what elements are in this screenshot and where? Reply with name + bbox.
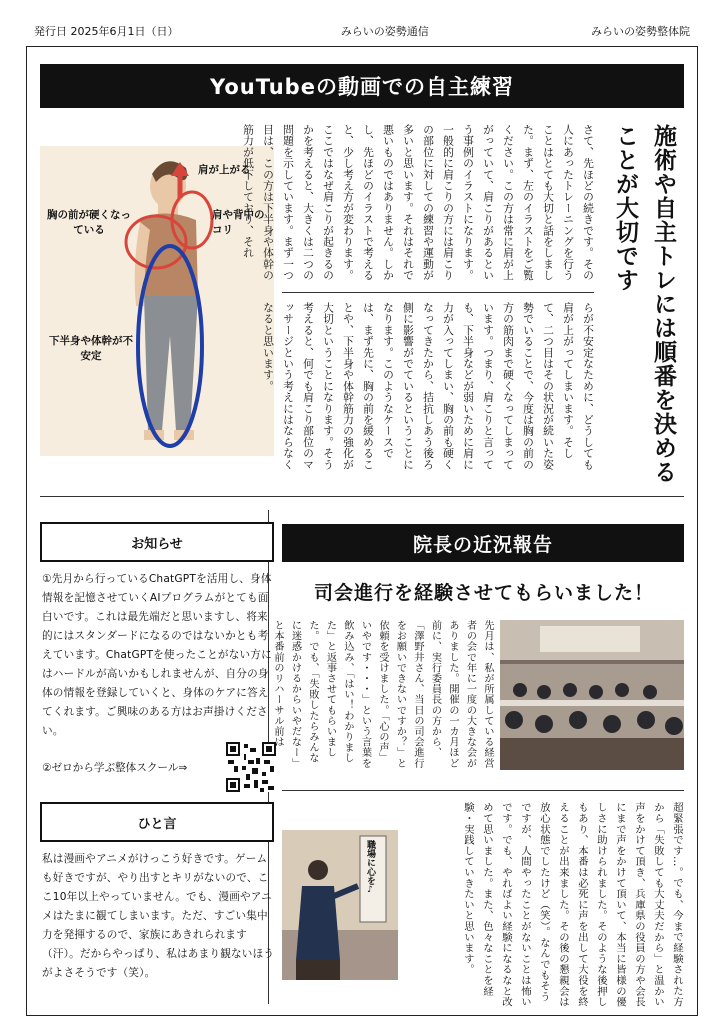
speaker-photo xyxy=(282,830,398,980)
qr-code-icon[interactable] xyxy=(226,742,276,792)
director-article-title: 司会進行を経験させてもらいました！ xyxy=(313,582,654,604)
photo-sign-text: 職場に心を♪ xyxy=(365,840,375,895)
section-banner-director: 院長の近況報告 xyxy=(282,524,684,562)
hitokoto-heading: ひと言 xyxy=(40,802,274,842)
article-paragraph-1: さて、先ほどの続きです。その人にあったトレーニングを行うことはとても大切と話をしました。まず、左のイラストをご覧ください。この方は常に肩が上がっていて、肩こりがあるという事例のイラストになります。一般的に肩こりの方には肩こりの部位に対しての練習や運動が多いと思います。それはそれで悪いものではありません。しかし、先ほどのイラストで考えると、少し考え方が変わります。ここではなぜ肩こりが起きるのかを考えると、大きくは二つの問題を示しています。まず一つ目は、この方は下半身や体幹の筋力が低下しており、それ xyxy=(242,124,595,281)
article-paragraph-2: らが不安定なために、どうしても肩が上がってしまいます。そして、二つ目はその状況が続いた姿勢でいることで、今度は胸の前の方の筋肉まで硬くなってしまっています。つまり、肩こりと言っても、下半身などが弱いために肩に力が入ってしまい、胸の前も硬くなってきたから、拮抗しあう後ろ側に影響がでているということになります。このようなケースでは、まず先に、胸の前を緩めることや、下半身や体幹筋力の強化が大切ということになります。そう考えると、何でも肩こり部位のマッサージという考えにはならなくなると思います。 xyxy=(262,302,595,470)
label-lower-body: 下半身や体幹が不安定 xyxy=(49,335,133,362)
director-paragraph-1: 先月は、私が所属している経営者の会で年に一度の大きな会がありました。開催の一カ月ほど前に、実行委員長の方から、「澤野井さん、当日の司会進行をお願いできないですか？」と依頼を受けました。「心の声」いやです・・・」という言葉を飲み込み、「はい！わかりました」と返事させてもらいました。でも、「失敗したらみんなに迷惑かけるからいやだなー」と本番前のリハーサル前は xyxy=(272,620,493,769)
issue-date: 発行日 2025年6月1日（日） xyxy=(34,25,179,38)
section-headline: 施術や自主トレには順番を決めることが大切です xyxy=(612,124,676,484)
section-banner-youtube: YouTubeの動画での自主練習 xyxy=(40,64,684,108)
hitokoto-body: 私は漫画やアニメがけっこう好きです。ゲームも好きですが、やり出すとキリがないので、ここ10年以上やっていません。でも、漫画やアニメはたまに観てしまいます。ただ、すごい集中力を発揮するので、家族にあきれられます（汗）。だからやっぱり、私はあまり観ないほうがよさそうです（笑）。 xyxy=(42,853,275,979)
label-shoulder-up: 肩が上がる xyxy=(198,164,251,176)
conference-photo xyxy=(500,620,684,770)
clinic-name: みらいの姿勢整体院 xyxy=(591,25,690,38)
director-paragraph-2: 超緊張です…。でも、今まで経験された方から「失敗しても大丈夫だから」と温かい声をかけて頂き、兵庫県の役員の方や会長にまで声をかけて頂いて、本当に皆様の優しさに助けられました。そのような後押しもあり、本番は必死に声を出して大役を終えることが出来ました。その後の懇親会は放心状態でしたけど（笑）。なんでもそうですが、人間やったことがないことは怖いです。でも、やればよい経験になるなと改めて思いました。また、色々なことを経験・実践していきたいと思います。 xyxy=(462,802,683,1008)
qr-label: ②ゼロから学ぶ整体スクール⇒ xyxy=(42,761,188,774)
article-divider xyxy=(282,292,594,293)
school-qr-row xyxy=(42,740,276,794)
section-divider xyxy=(40,496,684,497)
director-divider xyxy=(282,790,684,791)
label-chest: 胸の前が硬くなっている xyxy=(47,209,131,236)
notice-heading: お知らせ xyxy=(40,522,274,562)
page-header xyxy=(34,22,690,40)
label-shoulder-back: 肩や背中のコリ xyxy=(212,209,265,236)
notice-body: ①先月から行っているChatGPTを活用し、身体情報を記憶させていくAIプログラムがとても面白いです。これは最先端だと思いますし、将来的にはスタンダードになるのではないかとも考えています。ChatGPTを使ったことがない方にはハードルが高いかもしれませんが、自分の身体の情報を登録していくと、身体のケアに答えてくれます。ご興味のある方はお声掛けください。 xyxy=(42,573,272,737)
newsletter-name: みらいの姿勢通信 xyxy=(340,25,429,38)
